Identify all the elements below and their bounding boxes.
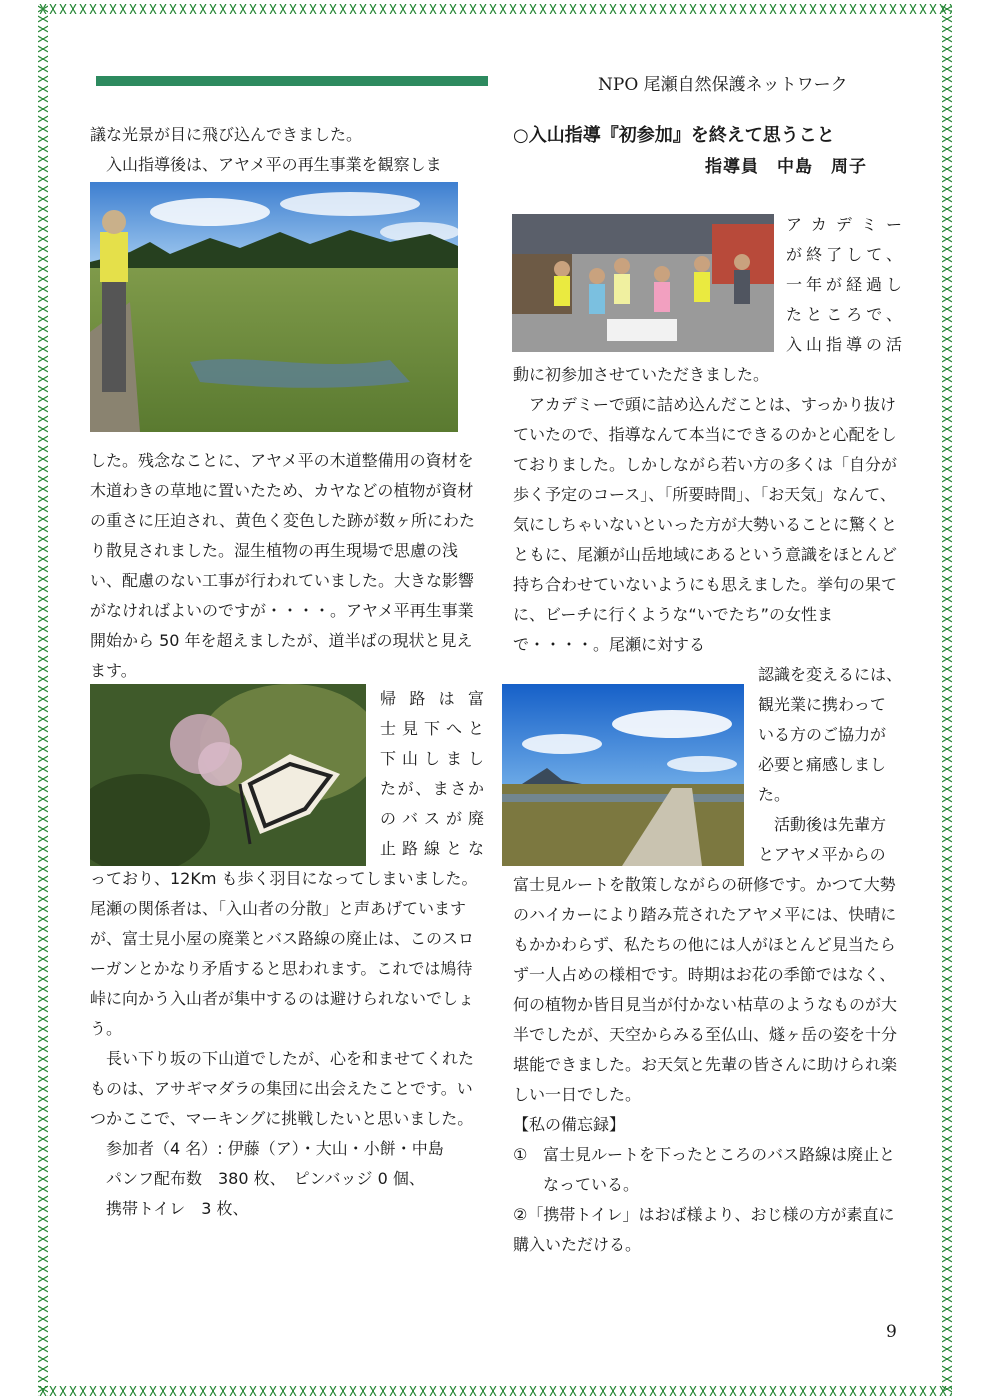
float-line: 帰路は富 [380,689,484,708]
float-line: たが、まさか [380,779,484,798]
photo-butterfly [90,684,366,866]
float-line: 必要と痛感しまし [758,755,887,774]
memo-list [513,1140,903,1260]
right-paragraph-2: アカデミーで頭に詰め込んだことは、すっかり抜けていたので、指導なんて本当にできるのかと心配をしておりました。しかしながら若い方の多くは「自分が歩く予定のコース」、「所要時間」、「お天気」なんて、気にしちゃいないといった方が大勢いることに驚くとともに、尾瀬が山岳地域にあるという意識をほとんど持ち合わせていないようにも思えました。挙句の果てに、ビーチに行くような“いでたち”の女性まで・・・・。尾瀬に対する [513,395,898,654]
right-float-text-2 [758,660,904,870]
float-line: いる方のご協力が [758,725,887,744]
right-paragraph-3: 富士見ルートを散策しながらの研修です。かつて大勢のハイカーにより踏み荒されたアヤメ平には、快晴にもかかわらず、私たちの他には人がほとんど見当たらず一人占めの様相です。時期はお花の季節ではなく、何の植物か皆目見当が付かない枯草のようなものが大半でしたが、天空からみる至仏山、燧ヶ岳の姿を十分堪能できました。お天気と先輩の皆さんに助けられ楽しい一日でした。 [513,875,898,1104]
memo-number: ② [513,1205,528,1224]
left-column [90,120,480,180]
right-column-body [513,360,903,660]
left-column-body [90,446,480,686]
float-line: 一年が経過し [786,275,902,294]
float-line: 観光業に携わって [758,695,886,714]
article-title: ○入山指導『初参加』を終えて思うこと [513,125,835,146]
photo-boardwalk [502,684,744,866]
memo-item [513,1140,903,1200]
page-border-right [942,4,952,1396]
left-paragraph-4: っており、12Km も歩く羽目になってしまいました。尾瀬の関係者は、「入山者の分散」と声あげていますが、富士見小屋の廃業とバス路線の廃止は、このスローガンとかなり矛盾すると思われます。これでは鳩待峠に向かう入山者が集中するのは避けられないでしょう。 [90,869,478,1038]
memo-number: ① [513,1145,528,1164]
pamphlet-count: パンフ配布数 380 枚、 ピンバッジ 0 個、 [106,1169,425,1188]
float-line: アカデミー [786,215,902,234]
float-line: 止路線とな [380,839,484,858]
float-line: とアヤメ平からの [758,845,886,864]
float-line: が終了して、 [786,245,902,264]
float-line: 入山指導の活 [786,335,902,354]
right-float-text-1 [786,210,902,360]
memo-item [513,1200,903,1260]
left-float-text [380,684,484,864]
page-border-top [38,4,952,14]
memo-text: 富士見ルートを下ったところのバス路線は廃止となっている。 [543,1145,896,1194]
left-paragraph-1: 議な光景が目に飛び込んできました。 [90,125,363,144]
article-author: 指導員 中島 周子 [705,157,867,177]
left-column-lower [90,864,480,1224]
float-line: たところで、 [786,305,902,324]
right-paragraph-1: 動に初参加させていただきました。 [513,365,770,384]
toilet-count: 携帯トイレ 3 枚、 [106,1199,249,1218]
float-line: 活動後は先輩方 [758,815,887,834]
float-line: のバスが廃 [380,809,484,828]
left-paragraph-5: 長い下り坂の下山道でしたが、心を和ませてくれたものは、アサギマダラの集団に出会えたことです。いつかここで、マーキングに挑戦したいと思いました。 [90,1049,475,1128]
right-column-header [513,120,903,182]
photo-guidance-group [512,214,774,352]
float-line: 認識を変えるには、 [758,665,903,684]
participants: 参加者（4 名）: 伊藤（ア）・大山・小餅・中島 [106,1139,444,1158]
float-line: 下山しまし [380,749,484,768]
photo-wetland-restoration [90,182,458,432]
page-border-bottom [38,1386,952,1396]
page-number: 9 [886,1322,897,1342]
memo-text: 「携帯トイレ」はおば様より、おじ様の方が素直に購入いただける。 [513,1205,895,1254]
left-paragraph-3: した。残念なことに、アヤメ平の木道整備用の資材を木道わきの草地に置いたため、カヤなどの植物が資材の重さに圧迫され、黄色く変色した跡が数ヶ所にわたり散見されました。湿生植物の再生現場で思慮の浅い、配慮のない工事が行われていました。大きな影響がなければよいのですが・・・・。アヤメ平再生事業開始から 50 年を超えましたが、道半ばの現状と見えます。 [90,451,475,680]
right-column-lower [513,870,903,1260]
header-bar [96,76,488,86]
org-name: NPO 尾瀬自然保護ネットワーク [598,75,848,95]
page-border-left [38,4,48,1396]
memo-heading: 【私の備忘録】 [513,1115,626,1134]
float-line: た。 [758,785,791,804]
float-line: 士見下へと [380,719,484,738]
left-paragraph-2: 入山指導後は、アヤメ平の再生事業を観察しま [106,155,442,174]
